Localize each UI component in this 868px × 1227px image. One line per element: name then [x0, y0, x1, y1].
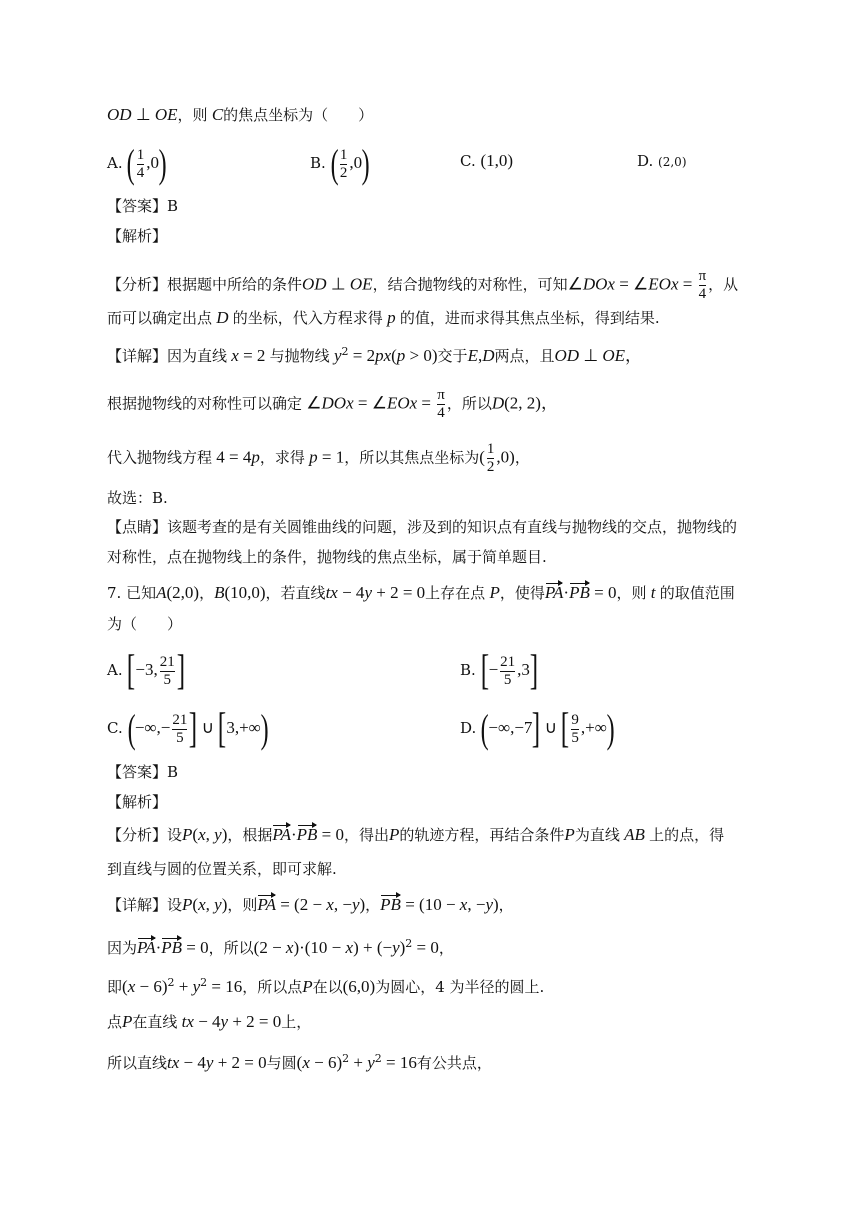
q7-analysis-head: 【解析】 — [107, 793, 168, 811]
q7-fenxi-2: 到直线与圆的位置关系，即可求解. — [107, 860, 337, 878]
q7-option-a: A. [−3, $\frac{21}{5}$ ] — [107, 648, 185, 694]
q6-option-d: D. (2,0) — [637, 152, 687, 170]
q7-answer: 【答案】B — [107, 763, 179, 781]
q6-guxuan: 故选：B. — [107, 489, 168, 507]
q6-dianjing-2: 对称性，点在抛物线上的条件，抛物线的焦点坐标，属于简单题目. — [107, 548, 547, 566]
q6-option-a: A. ( $\frac{1}{4}$ ,0) — [107, 141, 167, 186]
q7-option-c: C. (−∞,− $\frac{21}{5}$ ] ∪ [3,+∞) — [107, 706, 269, 752]
q6-fenxi: 【分析】根据题中所给的条件OD ⊥ OE，结合抛物线的对称性，可知∠DOx = ∠EOx = $\frac{\pi}{4}$ ，从 — [107, 268, 739, 302]
q7-stem: 7. 已知A(2,0)，B(10,0)，若直线tx − 4y + 2 = 0上存在点 P，使得PA·PB = 0，则 t 的取值范围 — [107, 583, 735, 602]
q6-xiangjie: 【详解】因为直线 x = 2 与抛物线 $y^2 = 2px(p > 0)$交于E,D两点，且OD ⊥ OE， — [107, 345, 643, 365]
q7-xiangjie-4: 点P在直线 tx − 4y + 2 = 0上， — [107, 1012, 312, 1031]
q7-xiangjie: 【详解】设P(x, y)，则PA = (2 − x, −y)，PB = (10 − x, −y)， — [107, 895, 514, 914]
q7-option-d: D. (−∞,−7] ∪ [ $\frac{9}{5}$ ,+∞) — [460, 706, 615, 752]
q6-dianjing: 【点睛】该题考查的是有关圆锥曲线的问题，涉及到的知识点有直线与抛物线的交点，抛物线的 — [107, 518, 738, 536]
q7-xiangjie-5: 所以直线tx − 4y + 2 = 0与圆$(x - 6)^2 + y^2 = 16$有公共点， — [107, 1052, 492, 1072]
q6-xiangjie-3: 代入抛物线方程 4 = 4p，求得 p = 1，所以其焦点坐标为( $\frac{1}{2}$ ,0)， — [107, 441, 530, 475]
q6-stem-end: OD ⊥ OE，则 C的焦点坐标为（ ） — [107, 105, 374, 124]
q6-option-b: B. ( $\frac{1}{2}$ ,0) — [310, 141, 370, 186]
q6-answer: 【答案】B — [107, 197, 179, 215]
q6-option-c: C. (1,0) — [460, 151, 514, 170]
q7-stem-2: 为（ ） — [107, 615, 183, 633]
q7-fenxi: 【分析】设P(x, y)，根据PA·PB = 0，得出P的轨迹方程，再结合条件P为直线 AB 上的点，得 — [107, 825, 725, 844]
q6-xiangjie-2: 根据抛物线的对称性可以确定 ∠DOx = ∠EOx = $\frac{\pi}{4}$ ，所以D(2, 2)， — [107, 387, 558, 421]
q6-fenxi-2: 而可以确定出点 D 的坐标，代入方程求得 p 的值，进而求得其焦点坐标，得到结果. — [107, 308, 660, 327]
q7-xiangjie-3: 即$(x - 6)^2 + y^2 = 16$，所以点P在以(6,0)为圆心，4 为半径的圆上. — [107, 976, 545, 996]
q6-analysis-head: 【解析】 — [107, 227, 168, 245]
q7-xiangjie-2: 因为PA·PB = 0，所以$(2 - x)\cdot(10 - x) + (-y)^2 = 0$， — [107, 937, 454, 957]
q7-option-b: B. [− $\frac{21}{5}$ ,3] — [460, 648, 539, 694]
